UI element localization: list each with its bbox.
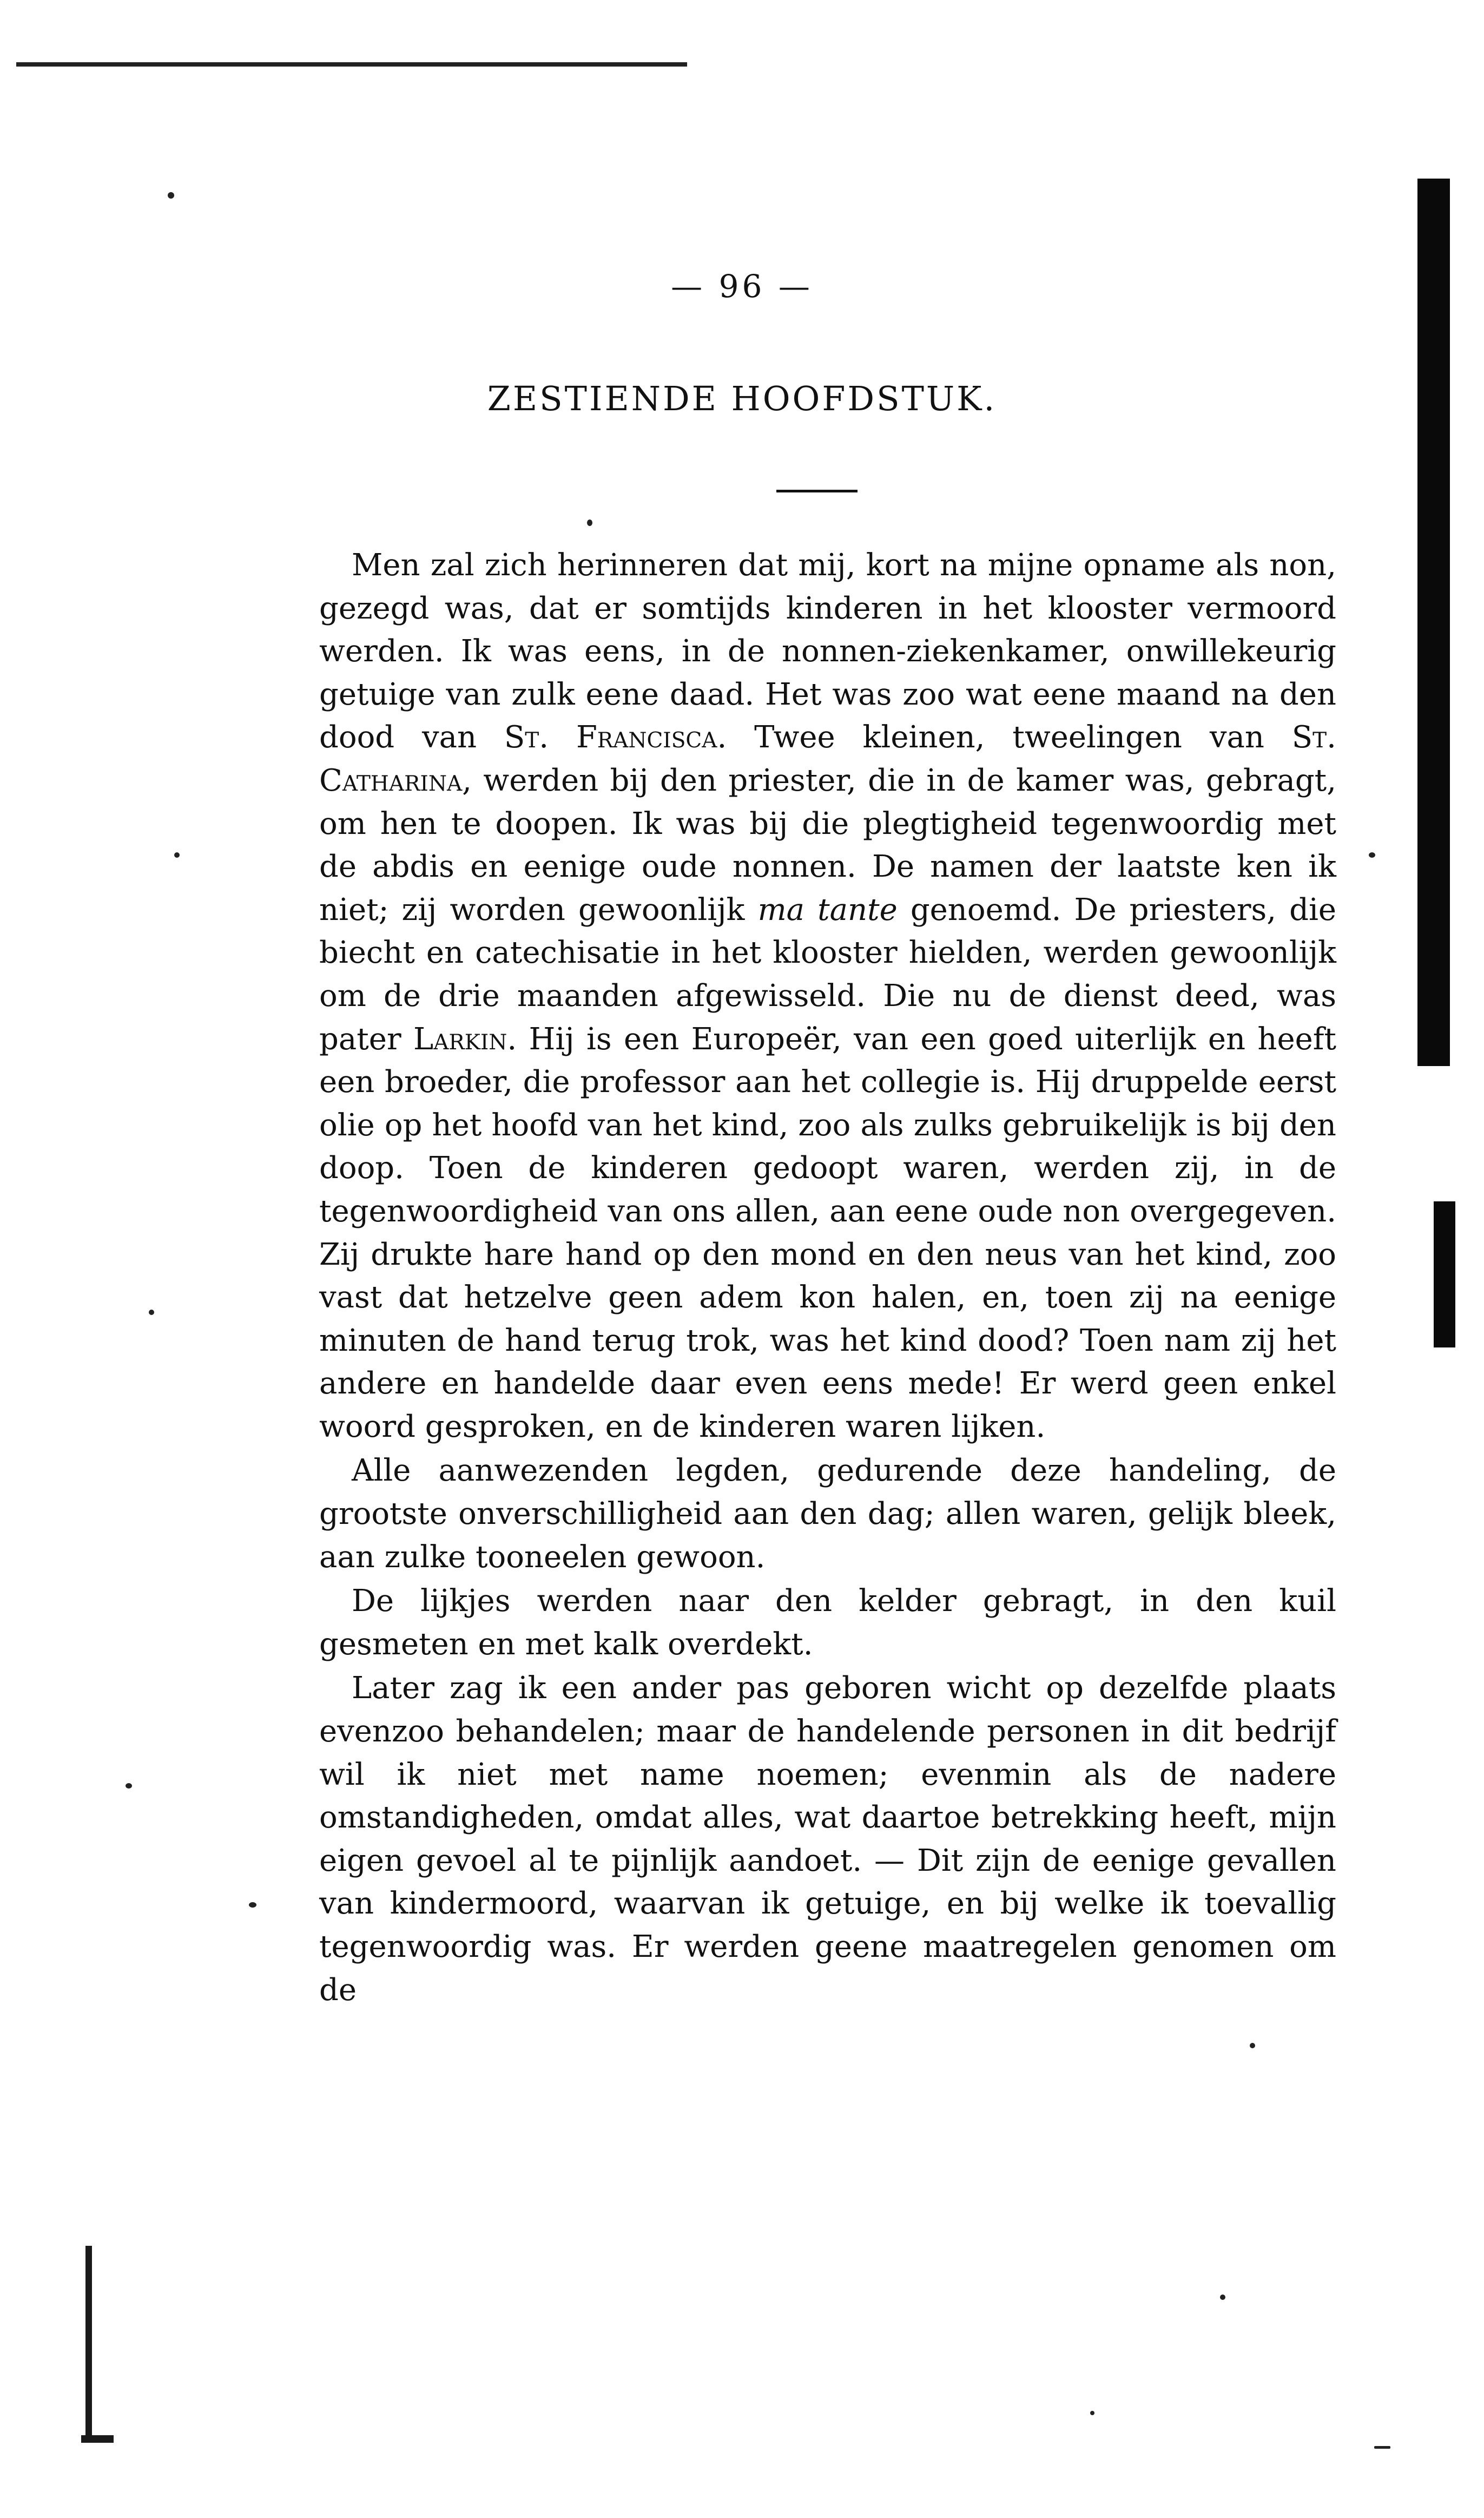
text-segment: Later zag ik een ander pas geboren wicht op dezelfde plaats evenzoo behandelen; maar de handelende personen in dit bedrijf wil ik niet met name noemen; evenmin als de nadere omstandigheden, omdat alles, wat daartoe betrekking heeft, mijn eigen gevoel al te pijnlijk aandoet. — Dit zijn de eenige gevallen van kindermoord, waarvan ik getuige, en bij welke ik toevallig tegenwoordig was. Er werden geene maatregelen genomen om de bbox=[319, 1671, 1336, 2008]
text-segment: , werden bij den priester, die in de kamer was, gebragt, om hen te doopen. Ik was bij die plegtigheid tegenwoordig met de abdis en eenige oude nonnen. De namen der laatste ken ik niet; zij worden gewoonlijk bbox=[319, 762, 1336, 928]
name-larkin: Larkin bbox=[413, 1021, 507, 1057]
text-segment: genoemd. De priesters, die biecht en catechisatie in het klooster hielden, werden gewoonlijk om de drie maanden afgewisseld. Die nu de dienst deed, was pater bbox=[319, 892, 1337, 1057]
scan-artifact-right-edge-lower bbox=[1434, 1201, 1455, 1347]
scan-speck bbox=[168, 192, 174, 199]
text-segment: Alle aanwezenden legden, gedurende deze handeling, de grootste onverschilligheid aan den dag; allen waren, gelijk bleek, aan zulke tooneelen gewoon. bbox=[319, 1453, 1336, 1575]
paragraph-1 bbox=[319, 544, 1336, 1448]
scan-speck bbox=[149, 1310, 154, 1315]
body-text bbox=[319, 544, 1336, 2011]
scan-speck bbox=[126, 1783, 132, 1789]
name-st-francisca: St. Francisca bbox=[504, 720, 717, 755]
scan-speck bbox=[174, 852, 180, 858]
text-segment: . Twee kleinen, tweelingen van bbox=[717, 720, 1292, 755]
scan-speck bbox=[1374, 2446, 1390, 2449]
name-st-catharina: St. Catharina bbox=[319, 720, 1336, 798]
text-segment: Men zal zich herinneren dat mij, kort na mijne opname als non, gezegd was, dat er somtijds kinderen in het klooster vermoord werden. Ik was eens, in de nonnen-ziekenkamer, onwillekeurig getuige van zulk eene daad. Het was zoo wat eene maand na den dood van bbox=[319, 548, 1336, 755]
page-number: — 96 — bbox=[671, 268, 813, 305]
scan-artifact-left-edge bbox=[85, 2246, 92, 2441]
scan-speck bbox=[249, 1902, 256, 1908]
text-segment: De lijkjes werden naar den kelder gebragt, in den kuil gesmeten en met kalk overdekt. bbox=[319, 1583, 1336, 1662]
title-divider bbox=[776, 490, 858, 492]
chapter-title: ZESTIENDE HOOFDSTUK. bbox=[487, 379, 997, 418]
scan-artifact-left-edge-foot bbox=[81, 2435, 114, 2443]
text-segment: . Hij is een Europeër, van een goed uiterlijk en heeft een broeder, die professor aan het collegie is. Hij druppelde eerst olie op het hoofd van het kind, zoo als zulks gebruikelijk is bij den doop. Toen de kinderen gedoopt waren, werden zij, in de tegenwoordigheid van ons allen, aan eene oude non overgegeven. Zij drukte hare hand op den mond en den neus van het kind, zoo vast dat hetzelve geen adem kon halen, en, toen zij na eenige minuten de hand terug trok, was het kind dood? Toen nam zij het andere en handelde daar even eens mede! Er werd geen enkel woord gesproken, en de kinderen waren lijken. bbox=[319, 1021, 1337, 1444]
scan-speck bbox=[1220, 2295, 1225, 2300]
scan-speck bbox=[1369, 852, 1375, 858]
scan-speck bbox=[1250, 2043, 1255, 2048]
scan-speck bbox=[587, 520, 592, 526]
scan-artifact-top-rule bbox=[16, 62, 687, 67]
paragraph-2 bbox=[319, 1449, 1336, 1579]
paragraph-3 bbox=[319, 1580, 1336, 1666]
scan-artifact-right-edge-upper bbox=[1417, 179, 1450, 1066]
paragraph-4 bbox=[319, 1667, 1336, 2011]
italic-ma-tante: ma tante bbox=[757, 892, 898, 928]
scan-speck bbox=[1090, 2411, 1094, 2415]
